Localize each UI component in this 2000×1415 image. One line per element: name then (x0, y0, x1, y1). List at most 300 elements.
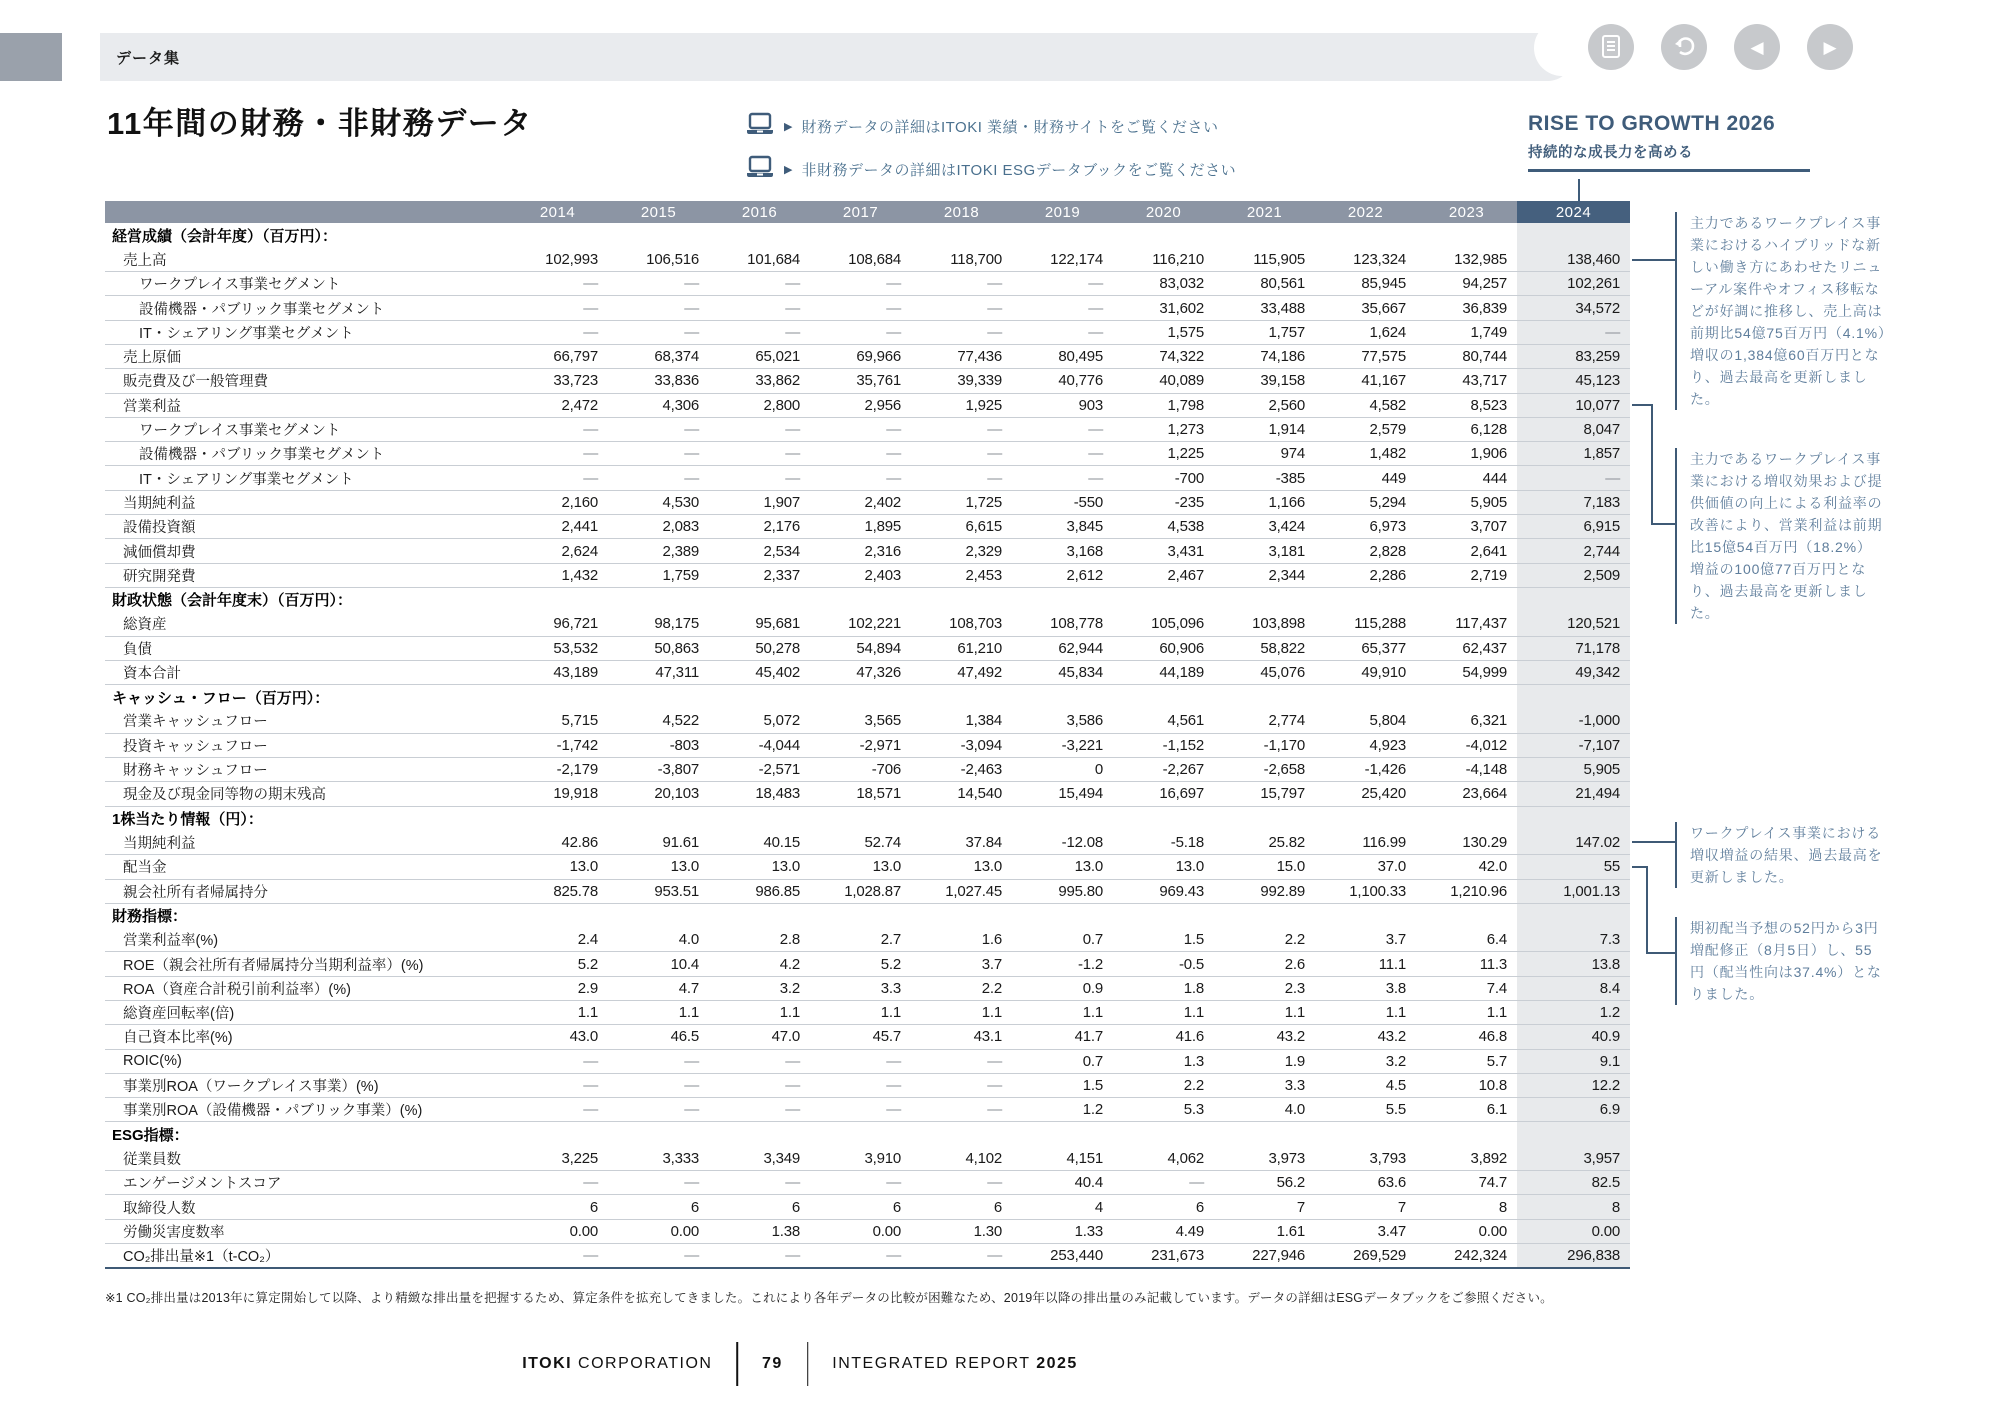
value-cell: 825.78 (507, 879, 608, 903)
value-cell: 2.2 (911, 976, 1012, 1000)
year-header: 2022 (1315, 201, 1416, 223)
value-cell: -385 (1214, 466, 1315, 490)
value-cell: 1,482 (1315, 442, 1416, 466)
value-cell: 6 (608, 1195, 709, 1219)
section-cap (1517, 1122, 1630, 1146)
value-cell: 2,624 (507, 539, 608, 563)
table-row (105, 1195, 1630, 1219)
value-cell: 7.4 (1416, 976, 1517, 1000)
value-cell: -1,170 (1214, 733, 1315, 757)
annotation-revenue: 主力であるワークプレイス事業におけるハイブリッドな新しい働き方にあわせたリニューアル案件やオフィス移転などが好調に推移し、売上高は前期比54億75百万円（4.1%）増収の1,384億60百万円となり、過去最高を更新しました。 (1675, 212, 1886, 410)
year-header: 2014 (507, 201, 608, 223)
value-cell: 46.8 (1416, 1025, 1517, 1049)
value-cell: 1,906 (1416, 442, 1517, 466)
value-cell: 4 (1012, 1195, 1113, 1219)
value-cell: 18,571 (810, 782, 911, 806)
table-row (105, 782, 1630, 806)
row-label: 配当金 (105, 855, 507, 879)
connector-line (1651, 523, 1675, 525)
value-cell: 1,925 (911, 393, 1012, 417)
value-cell: 77,436 (911, 344, 1012, 368)
table-row (105, 393, 1630, 417)
value-cell: 47,326 (810, 660, 911, 684)
table-row (105, 612, 1630, 636)
row-label-header (105, 201, 507, 223)
prev-page-icon[interactable] (1734, 24, 1780, 70)
table-row (105, 855, 1630, 879)
value-cell: — (911, 442, 1012, 466)
value-cell: — (709, 1171, 810, 1195)
value-cell: 1.9 (1214, 1049, 1315, 1073)
table-row (105, 928, 1630, 952)
value-cell: 903 (1012, 393, 1113, 417)
value-cell: 20,103 (608, 782, 709, 806)
value-cell: 3,973 (1214, 1146, 1315, 1170)
value-cell: 16,697 (1113, 782, 1214, 806)
value-cell: -2,179 (507, 758, 608, 782)
value-cell: 77,575 (1315, 344, 1416, 368)
value-cell: 1.5 (1012, 1073, 1113, 1097)
value-cell: 11.1 (1315, 952, 1416, 976)
value-cell: 6 (911, 1195, 1012, 1219)
contents-icon[interactable] (1588, 24, 1634, 70)
value-cell: 449 (1315, 466, 1416, 490)
table-row (105, 515, 1630, 539)
value-cell: 117,437 (1416, 612, 1517, 636)
return-icon[interactable] (1661, 24, 1707, 70)
row-label: ROIC(%) (105, 1049, 507, 1073)
value-cell: 1,100.33 (1315, 879, 1416, 903)
value-cell: 3,333 (608, 1146, 709, 1170)
value-cell: — (608, 296, 709, 320)
table-row (105, 952, 1630, 976)
row-label: 労働災害度数率 (105, 1219, 507, 1243)
connector-line (1651, 404, 1653, 525)
value-cell: — (709, 1098, 810, 1122)
value-cell: 96,721 (507, 612, 608, 636)
financial-data-link[interactable] (745, 112, 1219, 140)
value-cell: 1.6 (911, 928, 1012, 952)
row-label: 販売費及び一般管理費 (105, 369, 507, 393)
row-label: 事業別ROA（設備機器・パブリック事業）(%) (105, 1098, 507, 1122)
year-header: 2016 (709, 201, 810, 223)
value-cell: 7.3 (1517, 928, 1630, 952)
value-cell: 253,440 (1012, 1243, 1113, 1268)
plan-badge (1528, 112, 1810, 172)
banner-notch (1534, 20, 1590, 76)
value-cell: 3,349 (709, 1146, 810, 1170)
value-cell: 132,985 (1416, 247, 1517, 271)
value-cell: 1.1 (1315, 1001, 1416, 1025)
value-cell: 8,523 (1416, 393, 1517, 417)
value-cell: 15.0 (1214, 855, 1315, 879)
value-cell: 2,083 (608, 515, 709, 539)
row-label: 営業利益 (105, 393, 507, 417)
value-cell: -2,658 (1214, 758, 1315, 782)
row-label: 当期純利益 (105, 490, 507, 514)
year-header: 2018 (911, 201, 1012, 223)
annotation-operating-profit: 主力であるワークプレイス事業における増収効果および提供価値の向上による利益率の改善により、営業利益は前期比15億54百万円（18.2%）増益の100億77百万円となり、過去最高を更新しました。 (1675, 448, 1886, 624)
value-cell: 43,189 (507, 660, 608, 684)
value-cell: 4,561 (1113, 709, 1214, 733)
value-cell: — (507, 296, 608, 320)
value-cell: 2,344 (1214, 563, 1315, 587)
value-cell: -1,742 (507, 733, 608, 757)
left-triangle-icon: ◀ (1750, 37, 1764, 57)
value-cell: -3,221 (1012, 733, 1113, 757)
value-cell: 3,586 (1012, 709, 1113, 733)
value-cell: 3,892 (1416, 1146, 1517, 1170)
value-cell: -1,000 (1517, 709, 1630, 733)
value-cell: 41.7 (1012, 1025, 1113, 1049)
value-cell: 5,715 (507, 709, 608, 733)
value-cell: 3,707 (1416, 515, 1517, 539)
row-label: ワークプレイス事業セグメント (105, 272, 507, 296)
value-cell: 34,572 (1517, 296, 1630, 320)
value-cell: 5.2 (507, 952, 608, 976)
value-cell: 1,210.96 (1416, 879, 1517, 903)
value-cell: — (911, 417, 1012, 441)
plan-subtitle: 持続的な成長力を高める (1528, 145, 1693, 161)
value-cell: 2.8 (709, 928, 810, 952)
value-cell: 0.7 (1012, 928, 1113, 952)
value-cell: 43.1 (911, 1025, 1012, 1049)
row-label: 総資産 (105, 612, 507, 636)
value-cell: 3,168 (1012, 539, 1113, 563)
value-cell: 68,374 (608, 344, 709, 368)
value-cell: -7,107 (1517, 733, 1630, 757)
value-cell: 3.8 (1315, 976, 1416, 1000)
value-cell: 55 (1517, 855, 1630, 879)
value-cell: 4,062 (1113, 1146, 1214, 1170)
value-cell: 1.2 (1012, 1098, 1113, 1122)
value-cell: 54,894 (810, 636, 911, 660)
value-cell: 1.1 (810, 1001, 911, 1025)
value-cell: -1,152 (1113, 733, 1214, 757)
value-cell: — (507, 272, 608, 296)
row-label: ROE（親会社所有者帰属持分当期利益率）(%) (105, 952, 507, 976)
table-row (105, 1243, 1630, 1268)
value-cell: 37.84 (911, 830, 1012, 854)
value-cell: 2.7 (810, 928, 911, 952)
value-cell: 71,178 (1517, 636, 1630, 660)
value-cell: 3.3 (810, 976, 911, 1000)
value-cell: 1.1 (911, 1001, 1012, 1025)
value-cell: — (709, 1073, 810, 1097)
value-cell: 40.4 (1012, 1171, 1113, 1195)
value-cell: 8 (1517, 1195, 1630, 1219)
value-cell: 4,306 (608, 393, 709, 417)
value-cell: 2.9 (507, 976, 608, 1000)
footer-company: ITOKI CORPORATION (522, 1355, 713, 1372)
value-cell: — (608, 1243, 709, 1268)
value-cell: 1.1 (507, 1001, 608, 1025)
value-cell: 62,944 (1012, 636, 1113, 660)
value-cell: 52.74 (810, 830, 911, 854)
value-cell: 49,910 (1315, 660, 1416, 684)
value-cell: 65,377 (1315, 636, 1416, 660)
table-row (105, 563, 1630, 587)
value-cell: 6,915 (1517, 515, 1630, 539)
value-cell: — (608, 417, 709, 441)
table-row (105, 660, 1630, 684)
value-cell: 43.2 (1315, 1025, 1416, 1049)
value-cell: 0.00 (1416, 1219, 1517, 1243)
value-cell: 74,322 (1113, 344, 1214, 368)
value-cell: 4.0 (1214, 1098, 1315, 1122)
value-cell: 102,993 (507, 247, 608, 271)
value-cell: — (608, 1098, 709, 1122)
value-cell: 108,684 (810, 247, 911, 271)
year-header: 2017 (810, 201, 911, 223)
value-cell: 0.00 (507, 1219, 608, 1243)
value-cell: 54,999 (1416, 660, 1517, 684)
value-cell: 4,530 (608, 490, 709, 514)
value-cell: 6 (709, 1195, 810, 1219)
value-cell: -235 (1113, 490, 1214, 514)
section-label: キャッシュ・フロー（百万円）： (112, 689, 330, 707)
value-cell: 19,918 (507, 782, 608, 806)
value-cell: 2,744 (1517, 539, 1630, 563)
section-row (105, 223, 1630, 247)
value-cell: 2,389 (608, 539, 709, 563)
value-cell: 986.85 (709, 879, 810, 903)
value-cell: — (1113, 1171, 1214, 1195)
value-cell: — (1012, 272, 1113, 296)
value-cell: 10.4 (608, 952, 709, 976)
value-cell: 5.2 (810, 952, 911, 976)
table-row (105, 709, 1630, 733)
value-cell: 0.00 (608, 1219, 709, 1243)
laptop-icon (745, 155, 775, 184)
value-cell: 1.33 (1012, 1219, 1113, 1243)
value-cell: 5,294 (1315, 490, 1416, 514)
value-cell: 35,667 (1315, 296, 1416, 320)
link-arrow-icon: ▶ (784, 163, 793, 176)
value-cell: -1,426 (1315, 758, 1416, 782)
value-cell: 3,225 (507, 1146, 608, 1170)
value-cell: 106,516 (608, 247, 709, 271)
value-cell: 0 (1012, 758, 1113, 782)
table-row (105, 442, 1630, 466)
value-cell: 115,288 (1315, 612, 1416, 636)
table-row (105, 466, 1630, 490)
nonfinancial-data-link[interactable] (745, 155, 1236, 183)
value-cell: 102,221 (810, 612, 911, 636)
value-cell: 0.9 (1012, 976, 1113, 1000)
table-row (105, 1219, 1630, 1243)
table-row (105, 976, 1630, 1000)
value-cell: 108,778 (1012, 612, 1113, 636)
value-cell: 147.02 (1517, 830, 1630, 854)
value-cell: 18,483 (709, 782, 810, 806)
value-cell: 2,176 (709, 515, 810, 539)
value-cell: 4,102 (911, 1146, 1012, 1170)
year-header: 2015 (608, 201, 709, 223)
value-cell: 2,441 (507, 515, 608, 539)
value-cell: 1,914 (1214, 417, 1315, 441)
value-cell: 1.8 (1113, 976, 1214, 1000)
value-cell: 2.4 (507, 928, 608, 952)
value-cell: 2,337 (709, 563, 810, 587)
value-cell: 1,027.45 (911, 879, 1012, 903)
value-cell: — (709, 1243, 810, 1268)
value-cell: 2,956 (810, 393, 911, 417)
row-label: 総資産回転率(倍) (105, 1001, 507, 1025)
value-cell: 21,494 (1517, 782, 1630, 806)
table-row (105, 417, 1630, 441)
value-cell: 1.2 (1517, 1001, 1630, 1025)
value-cell: 105,096 (1113, 612, 1214, 636)
value-cell: 1.3 (1113, 1049, 1214, 1073)
value-cell: 2,453 (911, 563, 1012, 587)
value-cell: — (1012, 442, 1113, 466)
value-cell: 53,532 (507, 636, 608, 660)
value-cell: 6 (810, 1195, 911, 1219)
value-cell: 1.1 (1012, 1001, 1113, 1025)
value-cell: 13.0 (709, 855, 810, 879)
value-cell: — (1517, 320, 1630, 344)
next-page-icon[interactable] (1807, 24, 1853, 70)
footer-divider (807, 1342, 809, 1386)
year-header: 2023 (1416, 201, 1517, 223)
value-cell: 94,257 (1416, 272, 1517, 296)
value-cell: 3,181 (1214, 539, 1315, 563)
section-banner (100, 33, 1572, 81)
value-cell: 80,495 (1012, 344, 1113, 368)
value-cell: 1,432 (507, 563, 608, 587)
value-cell: 98,175 (608, 612, 709, 636)
value-cell: — (810, 1098, 911, 1122)
value-cell: -706 (810, 758, 911, 782)
value-cell: 7 (1214, 1195, 1315, 1219)
value-cell: 5,804 (1315, 709, 1416, 733)
row-label: 当期純利益 (105, 830, 507, 854)
table-row (105, 320, 1630, 344)
value-cell: 40.15 (709, 830, 810, 854)
table-row (105, 490, 1630, 514)
value-cell: — (810, 1049, 911, 1073)
value-cell: 4,923 (1315, 733, 1416, 757)
table-row (105, 296, 1630, 320)
value-cell: 49,342 (1517, 660, 1630, 684)
value-cell: 41.6 (1113, 1025, 1214, 1049)
table-row (105, 1171, 1630, 1195)
value-cell: — (810, 466, 911, 490)
value-cell: — (507, 417, 608, 441)
value-cell: 3.3 (1214, 1073, 1315, 1097)
value-cell: 2,719 (1416, 563, 1517, 587)
value-cell: 33,488 (1214, 296, 1315, 320)
value-cell: — (507, 1073, 608, 1097)
value-cell: 1.1 (709, 1001, 810, 1025)
value-cell: 25,420 (1315, 782, 1416, 806)
value-cell: -2,267 (1113, 758, 1214, 782)
value-cell: 2,286 (1315, 563, 1416, 587)
section-row (105, 587, 1630, 611)
row-label: 設備投資額 (105, 515, 507, 539)
value-cell: 58,822 (1214, 636, 1315, 660)
value-cell: 11.3 (1416, 952, 1517, 976)
value-cell: 1,759 (608, 563, 709, 587)
row-label: 資本合計 (105, 660, 507, 684)
value-cell: 3.47 (1315, 1219, 1416, 1243)
value-cell: 6.4 (1416, 928, 1517, 952)
value-cell: — (1012, 417, 1113, 441)
value-cell: 1,857 (1517, 442, 1630, 466)
value-cell: 15,494 (1012, 782, 1113, 806)
value-cell: 1,225 (1113, 442, 1214, 466)
value-cell: — (709, 442, 810, 466)
value-cell: 2.2 (1214, 928, 1315, 952)
page-number: 79 (761, 1355, 783, 1372)
row-label: 取締役人数 (105, 1195, 507, 1219)
section-cap (1517, 903, 1630, 927)
value-cell: 12.2 (1517, 1073, 1630, 1097)
financial-data-table (105, 201, 1630, 1269)
link-label: 財務データの詳細はITOKI 業績・財務サイトをご覧ください (801, 118, 1219, 136)
footer-divider (736, 1342, 738, 1386)
value-cell: 130.29 (1416, 830, 1517, 854)
value-cell: 1,725 (911, 490, 1012, 514)
row-label: エンゲージメントスコア (105, 1171, 507, 1195)
page-edge-block (0, 33, 62, 81)
value-cell: 444 (1416, 466, 1517, 490)
value-cell: — (709, 272, 810, 296)
connector-line (1632, 841, 1675, 843)
value-cell: 82.5 (1517, 1171, 1630, 1195)
value-cell: 1.61 (1214, 1219, 1315, 1243)
table-row (105, 1098, 1630, 1122)
value-cell: — (810, 1243, 911, 1268)
value-cell: 43,717 (1416, 369, 1517, 393)
row-label: 設備機器・パブリック事業セグメント (105, 296, 507, 320)
table-row (105, 539, 1630, 563)
value-cell: 123,324 (1315, 247, 1416, 271)
table-row (105, 1001, 1630, 1025)
annotation-eps: ワークプレイス事業における増収増益の結果、過去最高を更新しました。 (1675, 822, 1886, 888)
table-row (105, 247, 1630, 271)
value-cell: 0.00 (810, 1219, 911, 1243)
value-cell: 3,957 (1517, 1146, 1630, 1170)
value-cell: -0.5 (1113, 952, 1214, 976)
value-cell: — (709, 1049, 810, 1073)
value-cell: 13.0 (1012, 855, 1113, 879)
value-cell: 39,158 (1214, 369, 1315, 393)
value-cell: 995.80 (1012, 879, 1113, 903)
value-cell: 116,210 (1113, 247, 1214, 271)
value-cell: 1.30 (911, 1219, 1012, 1243)
connector-line (1632, 404, 1653, 406)
value-cell: 74.7 (1416, 1171, 1517, 1195)
year-header: 2019 (1012, 201, 1113, 223)
value-cell: 9.1 (1517, 1049, 1630, 1073)
value-cell: 69,966 (810, 344, 911, 368)
value-cell: 227,946 (1214, 1243, 1315, 1268)
year-header: 2020 (1113, 201, 1214, 223)
value-cell: 7 (1315, 1195, 1416, 1219)
row-label: 営業キャッシュフロー (105, 709, 507, 733)
value-cell: 4.49 (1113, 1219, 1214, 1243)
value-cell: 2.6 (1214, 952, 1315, 976)
value-cell: — (1012, 296, 1113, 320)
value-cell: 101,684 (709, 247, 810, 271)
value-cell: — (709, 296, 810, 320)
row-label: 自己資本比率(%) (105, 1025, 507, 1049)
value-cell: 2,467 (1113, 563, 1214, 587)
value-cell: 102,261 (1517, 272, 1630, 296)
value-cell: 1,166 (1214, 490, 1315, 514)
